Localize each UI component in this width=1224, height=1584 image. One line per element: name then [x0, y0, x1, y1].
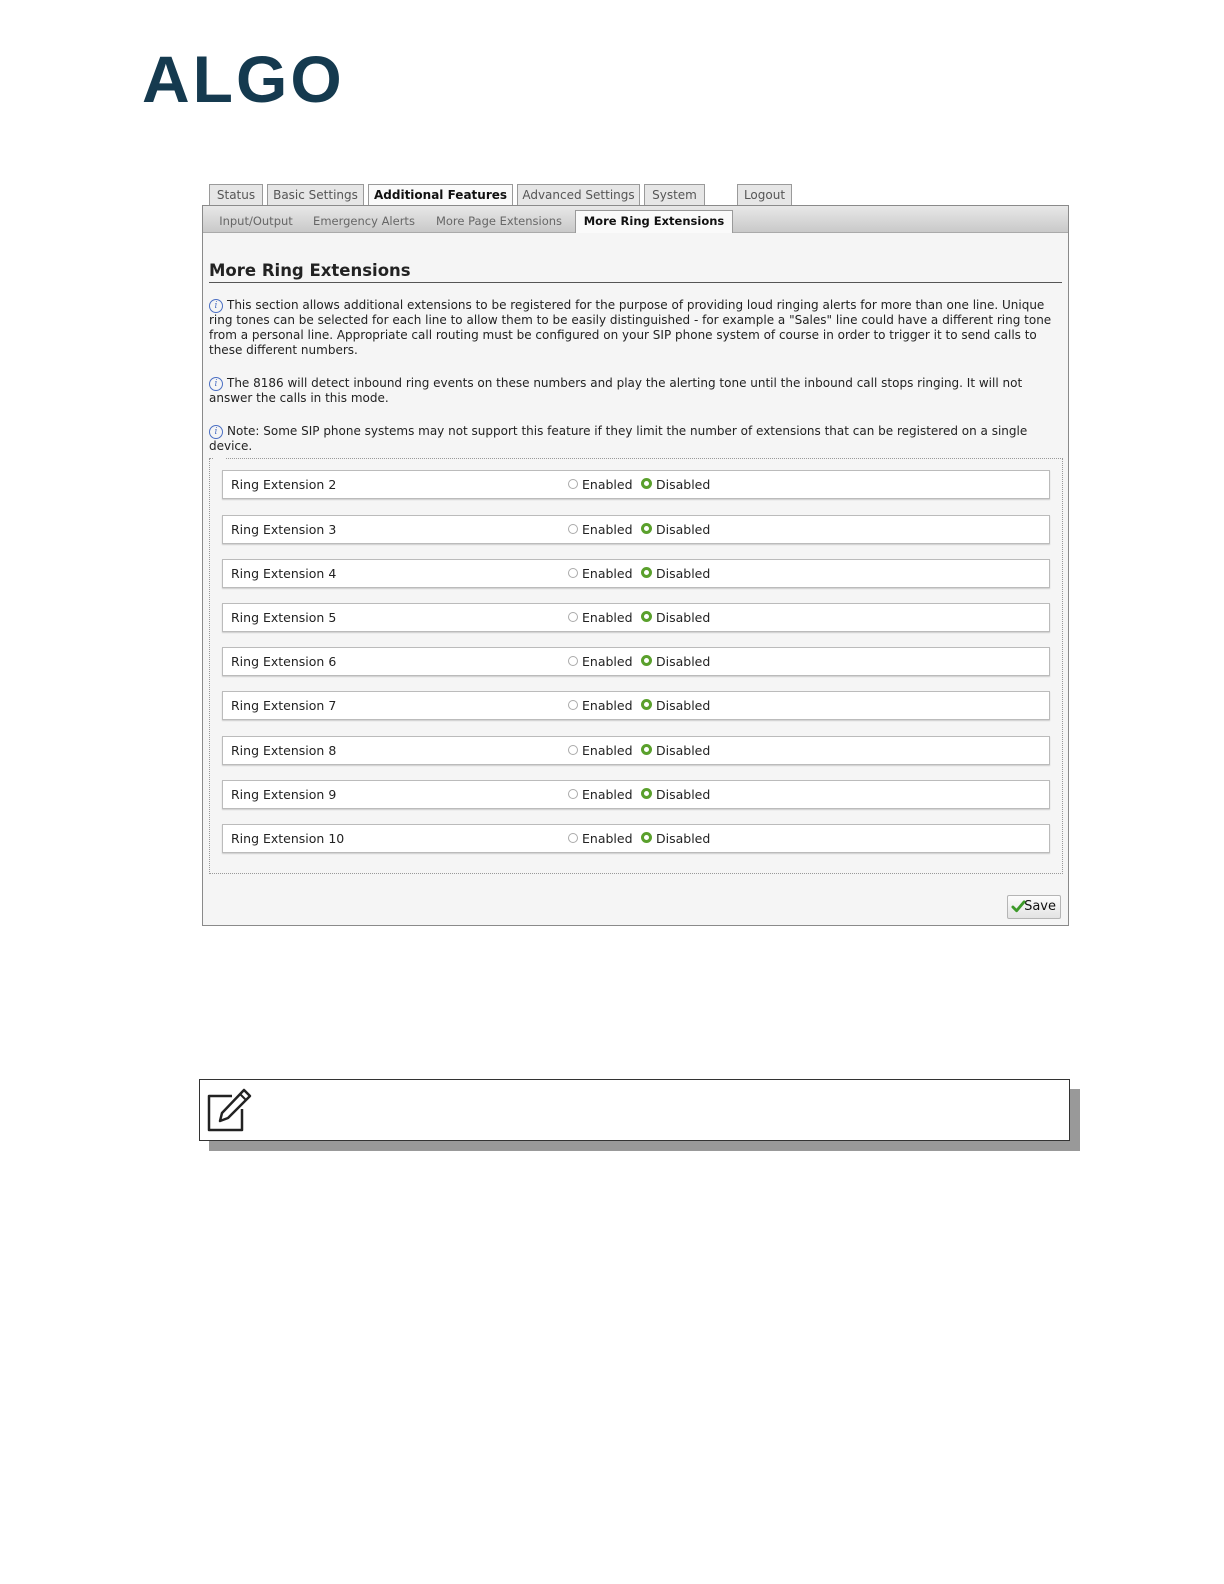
enabled-option[interactable]: Enabled	[568, 743, 633, 758]
ring-extension-label: Ring Extension 7	[231, 698, 337, 713]
tab-basic-settings[interactable]: Basic Settings	[267, 184, 364, 205]
radio-enabled[interactable]	[568, 745, 578, 755]
save-button[interactable]	[1007, 895, 1061, 919]
enabled-option[interactable]: Enabled	[568, 654, 633, 669]
radio-enabled[interactable]	[568, 833, 578, 843]
disabled-option[interactable]: Disabled	[641, 787, 710, 802]
tab-advanced-settings[interactable]: Advanced Settings	[517, 184, 640, 205]
tab-system[interactable]: System	[644, 184, 705, 205]
ring-extension-label: Ring Extension 4	[231, 566, 337, 581]
disabled-option[interactable]: Disabled	[641, 831, 710, 846]
radio-disabled-selected[interactable]	[641, 744, 652, 755]
radio-enabled[interactable]	[568, 479, 578, 489]
radio-disabled-selected[interactable]	[641, 655, 652, 666]
edit-note-icon	[204, 1087, 252, 1135]
info-paragraph-1: i This section allows additional extensions to be registered for the purpose of providing loud ringing alerts for more than one line. Unique ring tones can be selected for each line to allow them to be easily distinguished - for example a "Sales" line could have a different ring tone from a personal line. Appropriate call routing must be configured on your SIP phone system of course in order to trigger it to send calls to these different numbers.	[209, 298, 1052, 357]
checkmark-icon	[1011, 899, 1026, 914]
ring-extension-row	[222, 603, 1050, 632]
ring-extensions-fieldset	[209, 458, 1063, 874]
note-box	[199, 1079, 1070, 1141]
ring-extension-label: Ring Extension 3	[231, 522, 337, 537]
info-icon: i	[209, 299, 223, 313]
radio-disabled-selected[interactable]	[641, 788, 652, 799]
radio-disabled-selected[interactable]	[641, 832, 652, 843]
radio-disabled-selected[interactable]	[641, 567, 652, 578]
ring-extension-row	[222, 470, 1050, 499]
enabled-option[interactable]: Enabled	[568, 787, 633, 802]
radio-enabled[interactable]	[568, 612, 578, 622]
radio-disabled-selected[interactable]	[641, 478, 652, 489]
section-title: More Ring Extensions	[209, 261, 1062, 283]
ring-extension-row	[222, 647, 1050, 676]
disabled-option[interactable]: Disabled	[641, 477, 710, 492]
enabled-option[interactable]: Enabled	[568, 477, 633, 492]
sub-tabs	[203, 206, 1068, 233]
disabled-option[interactable]: Disabled	[641, 522, 710, 537]
tab-status[interactable]: Status	[209, 184, 263, 205]
ring-extension-row	[222, 780, 1050, 809]
subtab-input-output[interactable]: Input/Output	[219, 214, 293, 228]
disabled-option[interactable]: Disabled	[641, 743, 710, 758]
subtab-emergency-alerts[interactable]: Emergency Alerts	[313, 214, 415, 228]
disabled-option[interactable]: Disabled	[641, 654, 710, 669]
radio-disabled-selected[interactable]	[641, 699, 652, 710]
tab-additional-features[interactable]: Additional Features	[368, 184, 513, 207]
ring-extension-row	[222, 691, 1050, 720]
radio-disabled-selected[interactable]	[641, 611, 652, 622]
info-icon: i	[209, 425, 223, 439]
ring-extension-label: Ring Extension 6	[231, 654, 337, 669]
tab-logout[interactable]: Logout	[737, 184, 792, 205]
enabled-option[interactable]: Enabled	[568, 566, 633, 581]
radio-enabled[interactable]	[568, 568, 578, 578]
ring-extension-row	[222, 515, 1050, 544]
enabled-option[interactable]: Enabled	[568, 610, 633, 625]
radio-enabled[interactable]	[568, 789, 578, 799]
radio-enabled[interactable]	[568, 524, 578, 534]
ring-extension-row	[222, 559, 1050, 588]
subtab-more-ring-extensions[interactable]: More Ring Extensions	[575, 210, 733, 233]
ring-extension-label: Ring Extension 5	[231, 610, 337, 625]
disabled-option[interactable]: Disabled	[641, 698, 710, 713]
algo-logo: ALGO	[142, 42, 345, 116]
info-paragraph-3: i Note: Some SIP phone systems may not support this feature if they limit the number of extensions that can be registered on a single device.	[209, 424, 1028, 453]
disabled-option[interactable]: Disabled	[641, 610, 710, 625]
info-paragraph-2: i The 8186 will detect inbound ring events on these numbers and play the alerting tone until the inbound call stops ringing. It will not answer the calls in this mode.	[209, 376, 1023, 405]
radio-disabled-selected[interactable]	[641, 523, 652, 534]
ring-extension-row	[222, 736, 1050, 765]
ring-extension-label: Ring Extension 10	[231, 831, 345, 846]
ring-extension-label: Ring Extension 2	[231, 477, 337, 492]
subtab-more-page-extensions[interactable]: More Page Extensions	[435, 214, 563, 228]
radio-enabled[interactable]	[568, 656, 578, 666]
enabled-option[interactable]: Enabled	[568, 522, 633, 537]
ring-extension-row	[222, 824, 1050, 853]
ring-extension-label: Ring Extension 9	[231, 787, 337, 802]
enabled-option[interactable]: Enabled	[568, 831, 633, 846]
save-label: Save	[1024, 899, 1056, 914]
info-icon: i	[209, 377, 223, 391]
settings-panel	[202, 205, 1069, 926]
enabled-option[interactable]: Enabled	[568, 698, 633, 713]
ring-extension-label: Ring Extension 8	[231, 743, 337, 758]
disabled-option[interactable]: Disabled	[641, 566, 710, 581]
radio-enabled[interactable]	[568, 700, 578, 710]
